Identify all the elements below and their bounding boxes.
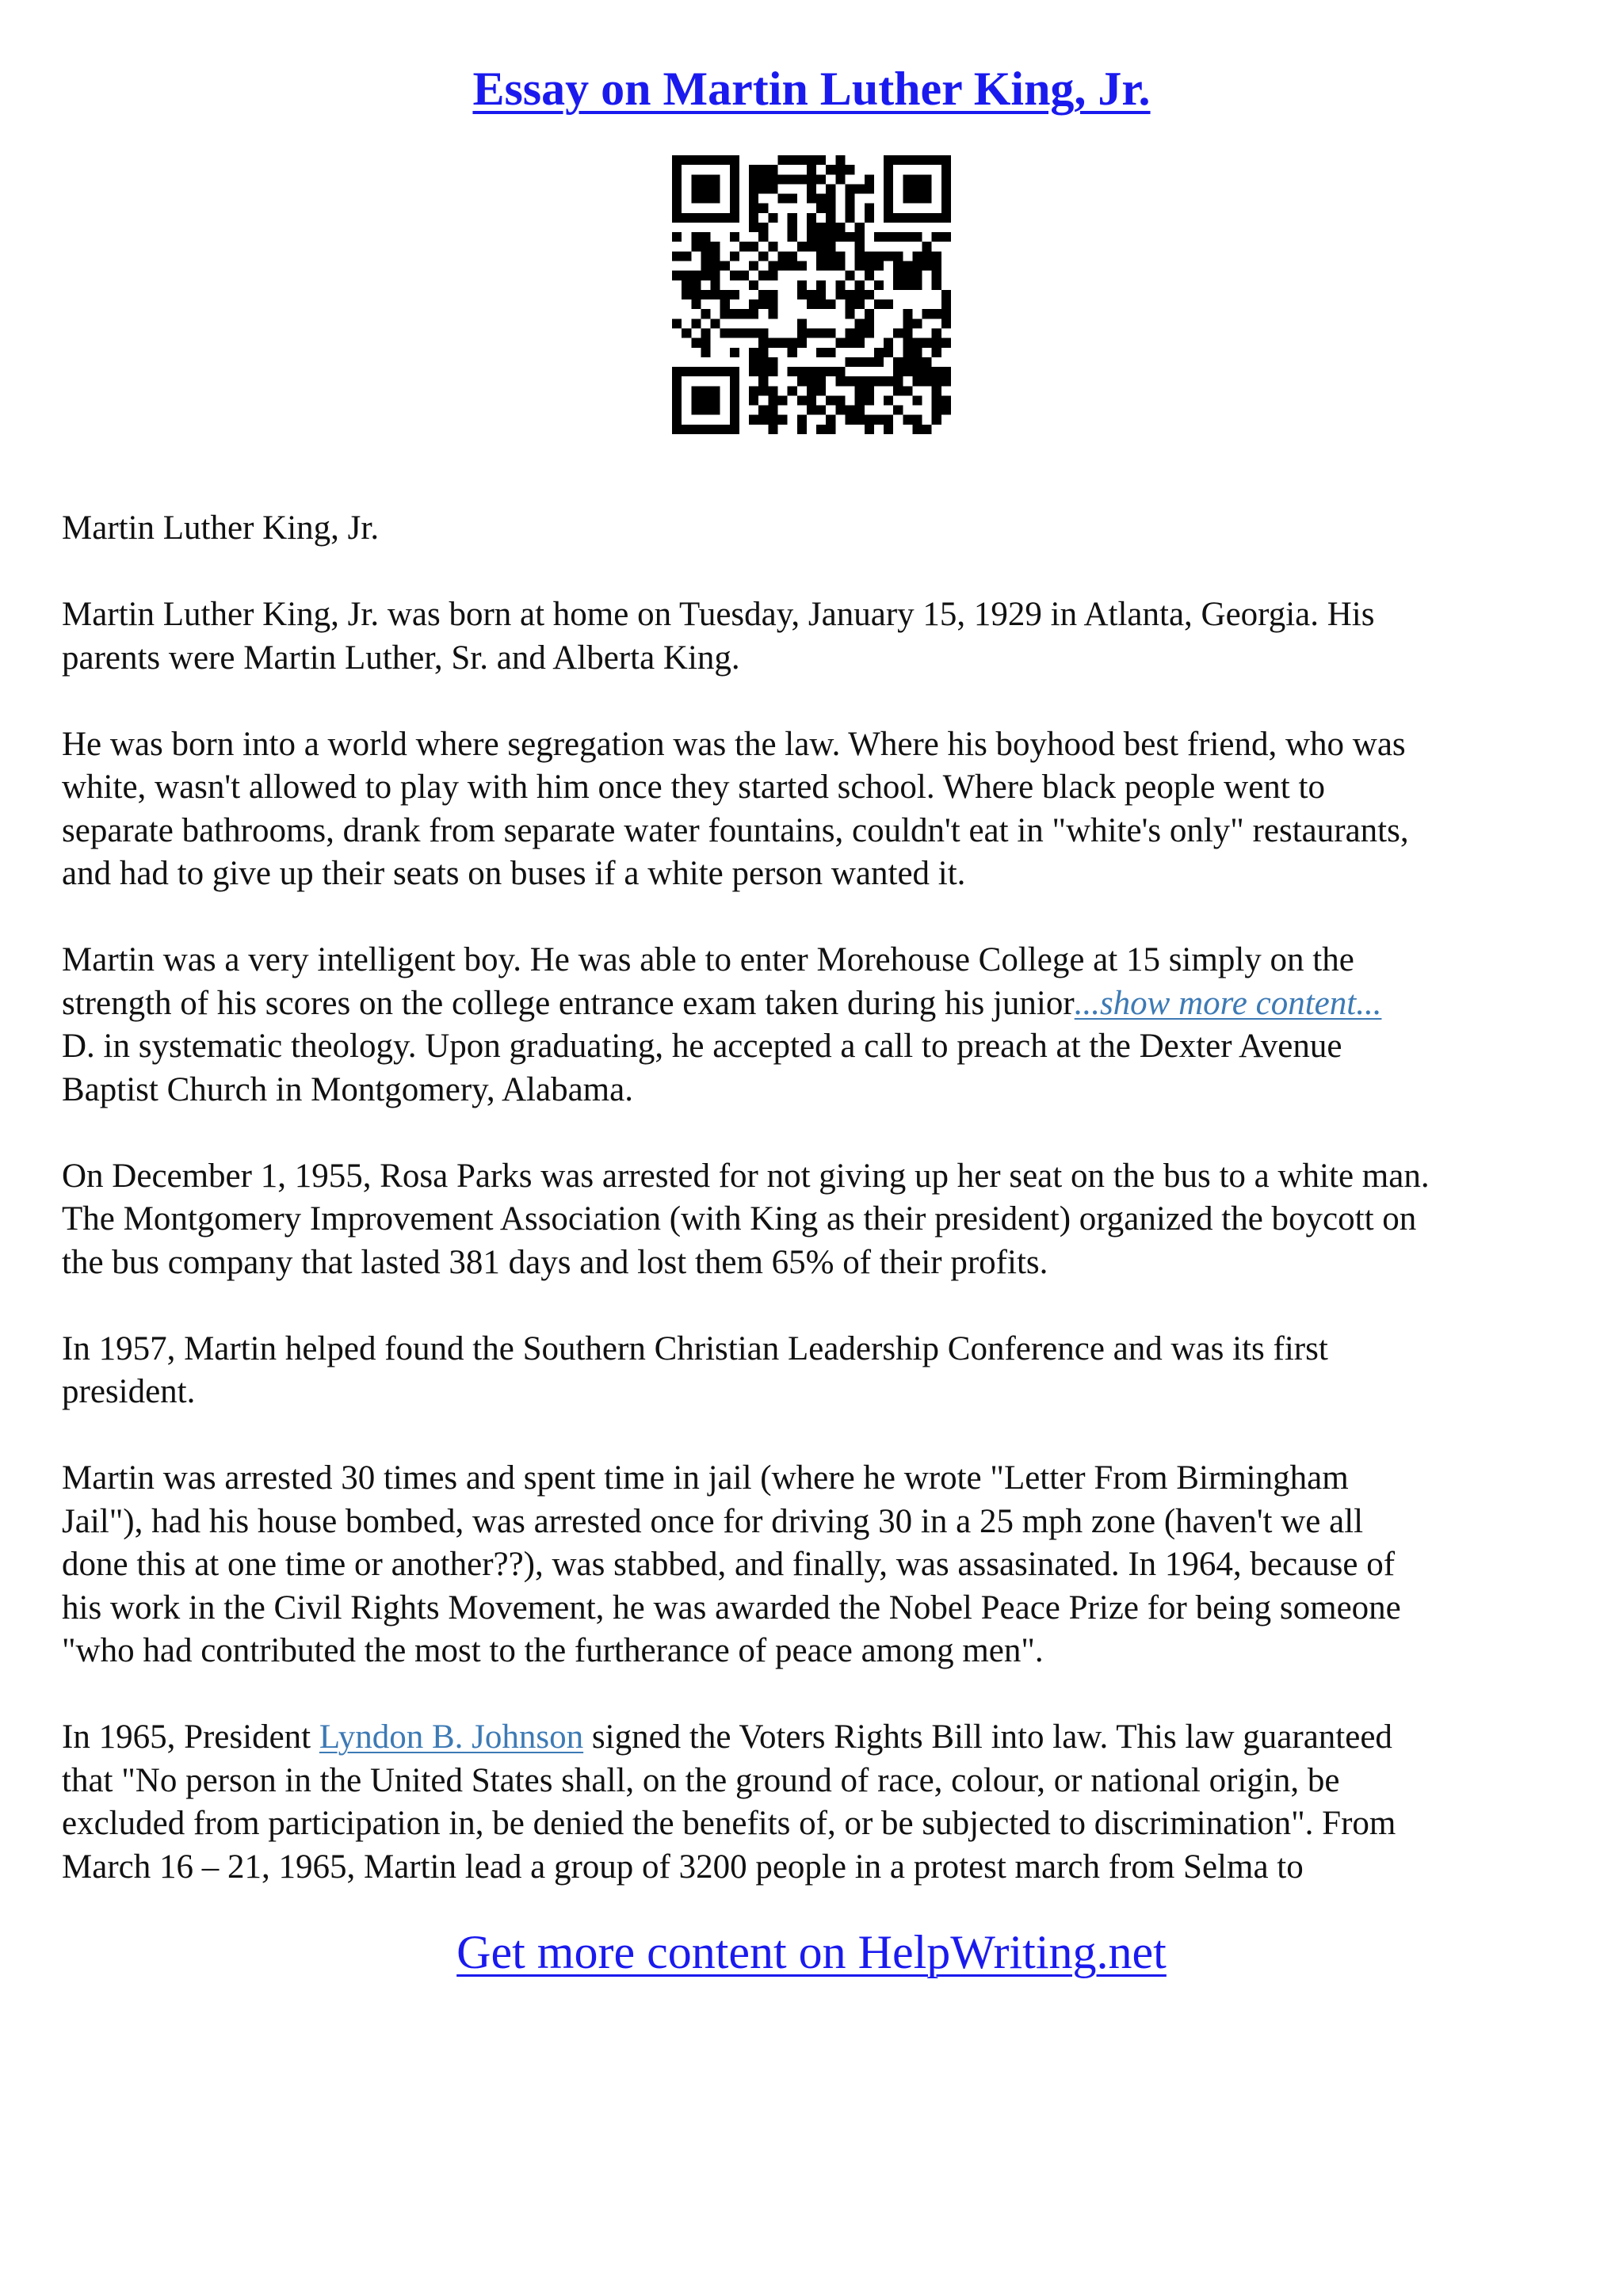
page-title (0, 57, 1623, 120)
paragraph-sclc: In 1957, Martin helped found the Southern Christian Leadership Conference and was its first president. (62, 1329, 1328, 1410)
paragraph-segregation: He was born into a world where segregation was the law. Where his boyhood best friend, who was white, wasn't allowed to play with him once they started school. Where black people went to separate bathrooms, drank from separate water fountains, couldn't eat in "white's only" restaurants, and had to give up their seats on buses if a white person wanted it. (62, 725, 1409, 892)
footer (0, 1920, 1623, 1984)
paragraph-voting-start: In 1965, President (62, 1718, 319, 1756)
qr-code-icon (672, 155, 951, 434)
paragraph-boycott: On December 1, 1955, Rosa Parks was arrested for not giving up her seat on the bus to a white man. The Montgomery Improvement Association (with King as their president) organized the boycott on the bus company that lasted 381 days and lost them 65% of their profits. (62, 1157, 1430, 1281)
paragraph-voting-rights (62, 1716, 1568, 1889)
paragraph-education-start: Martin was a very intelligent boy. He was able to enter Morehouse College at 15 simply on the strength of his scores on the college entrance exam taken during his junior (62, 941, 1354, 1022)
show-more-link[interactable]: ...show more content... (1074, 984, 1382, 1022)
paragraph-arrests: Martin was arrested 30 times and spent time in jail (where he wrote "Letter From Birmingham Jail"), had his house bombed, was arrested once for driving 30 in a 25 mph zone (haven't we all done this at one time or another??), was stabbed, and finally, was assasinated. In 1964, because of his work in the Civil Rights Movement, he was awarded the Nobel Peace Prize for being someone "who had contributed the most to the furtherance of peace among men". (62, 1459, 1401, 1669)
paragraph-education (62, 939, 1568, 1112)
paragraph-voting-end: signed the Voters Rights Bill into law. This law guaranteed that "No person in the United States shall, on the ground of race, colour, or national origin, be excluded from participation in, be denied the benefits of, or be subjected to discrimination". From March 16 – 21, 1965, Martin lead a group of 3200 people in a protest march from Selma to (62, 1718, 1396, 1886)
essay-body (62, 507, 1568, 1889)
paragraph-birth: Martin Luther King, Jr. was born at home on Tuesday, January 15, 1929 in Atlanta, Georgia. His parents were Martin Luther, Sr. and Alberta King. (62, 596, 1375, 677)
paragraph-education-end: D. in systematic theology. Upon graduating, he accepted a call to preach at the Dexter Avenue Baptist Church in Montgomery, Alabama. (62, 1028, 1342, 1108)
lyndon-johnson-link[interactable]: Lyndon B. Johnson (319, 1718, 584, 1756)
essay-heading: Martin Luther King, Jr. (62, 509, 380, 547)
title-link[interactable]: Essay on Martin Luther King, Jr. (472, 63, 1151, 115)
get-more-content-link[interactable]: Get more content on HelpWriting.net (456, 1926, 1167, 1978)
